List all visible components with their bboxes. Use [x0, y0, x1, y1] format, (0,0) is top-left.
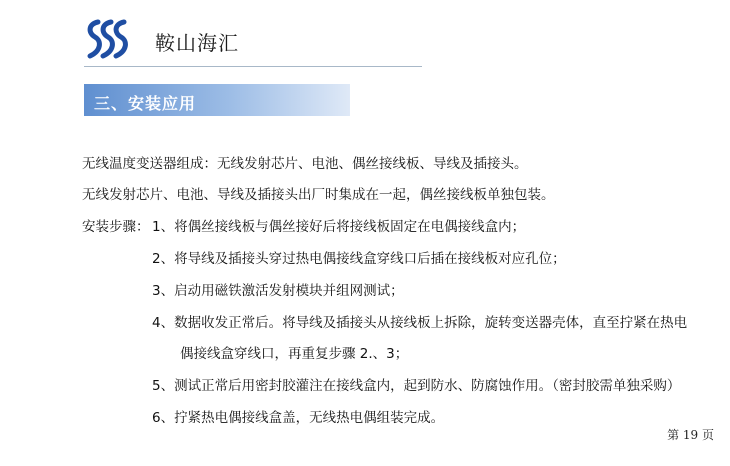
- step-4: 4、数据收发正常后。将导线及插接头从接线板上拆除，旋转变送器壳体，直至拧紧在热电: [152, 315, 688, 331]
- packaging-text: 无线发射芯片、电池、导线及插接头出厂时集成在一起，偶丝接线板单独包装。: [82, 187, 555, 203]
- step-5: 5、测试正常后用密封胶灌注在接线盒内，起到防水、防腐蚀作用。（密封胶需单独采购）: [152, 378, 681, 394]
- steps-label: 安装步骤：: [82, 219, 150, 235]
- step-3: 3、启动用磁铁激活发射模块并组网测试；: [152, 283, 404, 299]
- company-logo-icon: [86, 18, 134, 60]
- section-title: 三、安装应用: [94, 94, 197, 113]
- step-6: 6、拧紧热电偶接线盒盖，无线热电偶组装完成。: [152, 410, 445, 426]
- composition-text: 无线温度变送器组成：无线发射芯片、电池、偶丝接线板、导线及插接头。: [82, 156, 528, 172]
- company-name: 鞍山海汇: [155, 31, 239, 55]
- header-divider: [84, 66, 422, 67]
- step-2: 2、将导线及插接头穿过热电偶接线盒穿线口后插在接线板对应孔位；: [152, 251, 566, 267]
- page-number: 第 19 页: [667, 428, 714, 442]
- step-4-continued: 偶接线盒穿线口，再重复步骤 2.、3；: [180, 346, 409, 362]
- step-1: 1、将偶丝接线板与偶丝接好后将接线板固定在电偶接线盒内；: [152, 219, 526, 235]
